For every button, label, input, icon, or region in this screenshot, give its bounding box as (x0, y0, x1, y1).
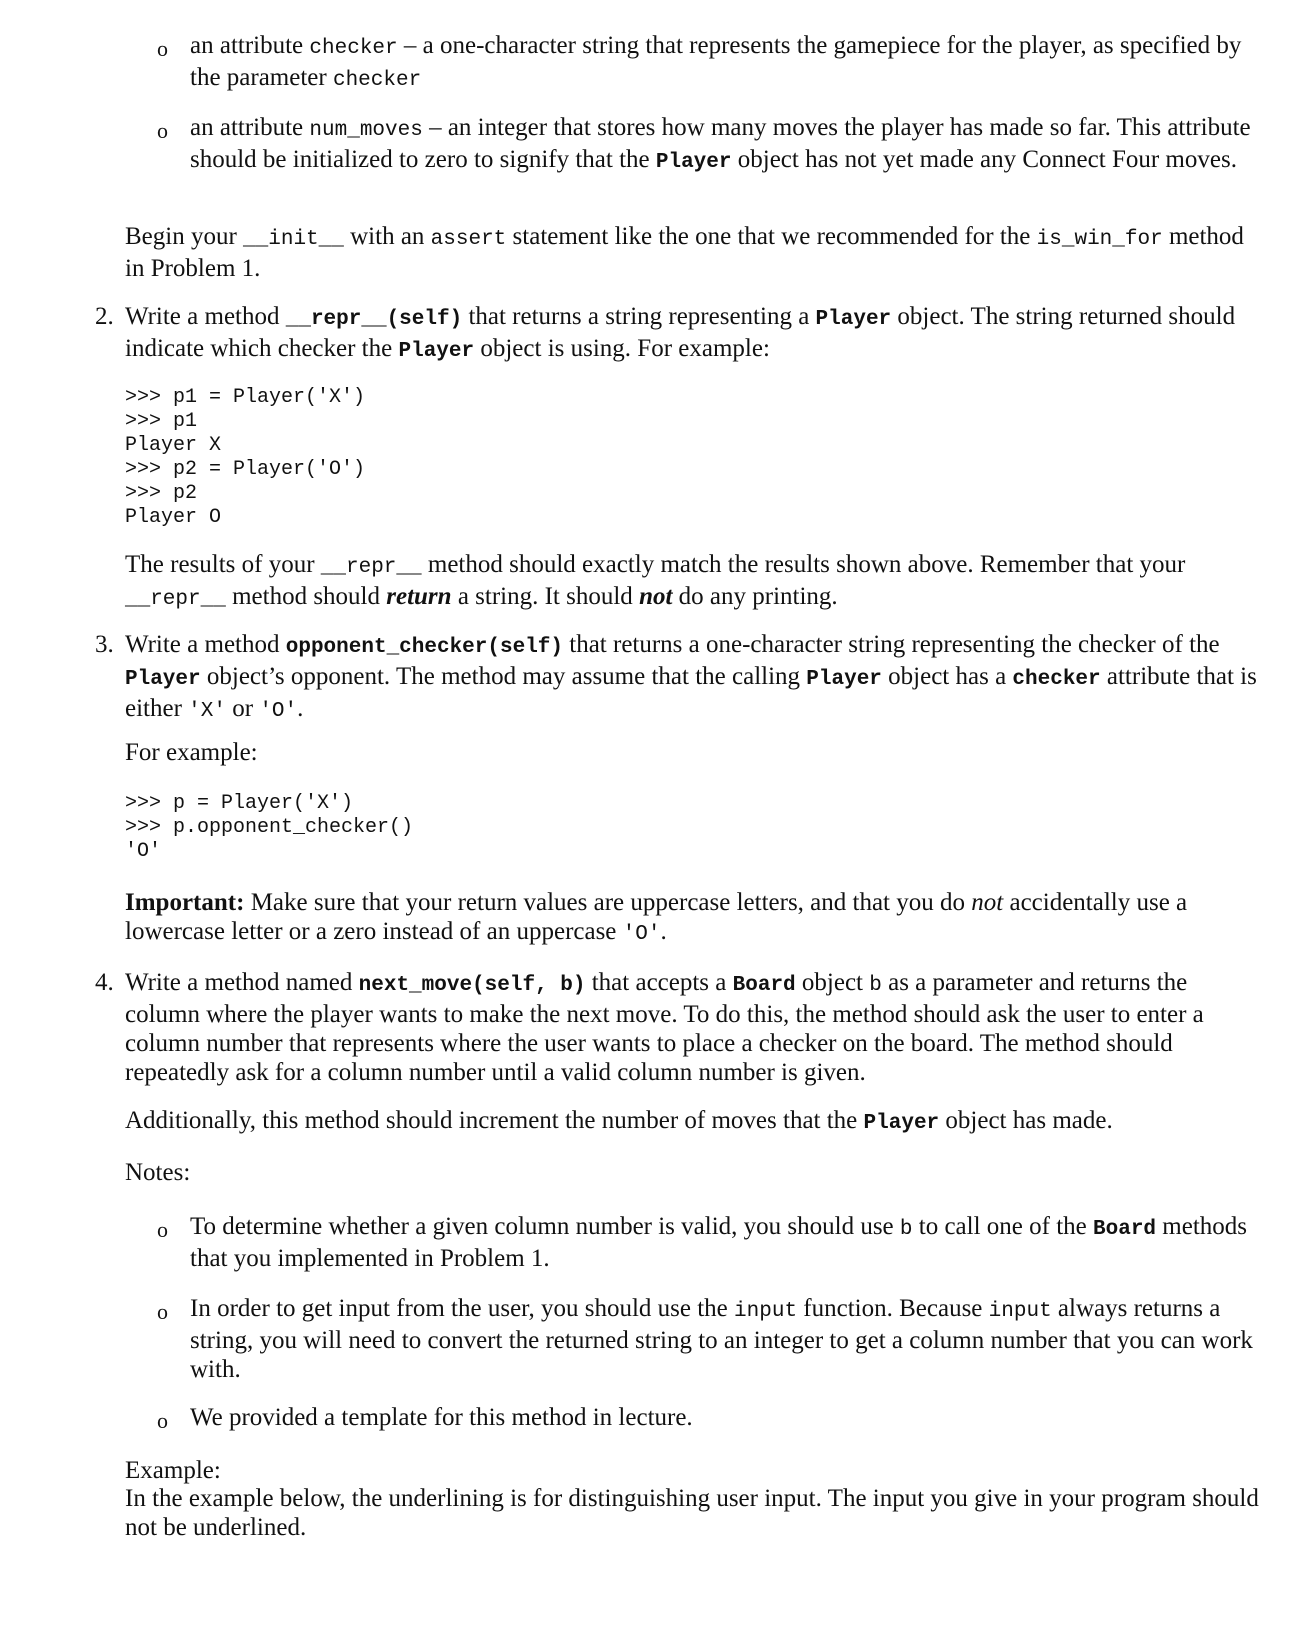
item-text: Write a method __repr__(self) that returns a string representing a Player object. The string returned should indicate which checker the Player object is using. For example: (125, 303, 1236, 363)
bullet-text: an attribute num_moves – an integer that stores how many moves the player has made so far. This attribute should be initialized to zero to signify that the Player object has not yet made any Connect Four moves. (190, 114, 1251, 174)
bullet-text: To determine whether a given column number is valid, you should use b to call one of the Board methods that you implemented in Problem 1. (190, 1213, 1247, 1272)
bullet-marker: o (157, 36, 168, 61)
example-description: In the example below, the underlining is for distinguishing user input. The input you give in your program should not be underlined. (125, 1485, 1259, 1541)
bullet-marker: o (157, 1217, 168, 1242)
repr-results-paragraph: The results of your __repr__ method should exactly match the results shown above. Remember that your __repr__ method should return a string. It should not do any printing. (125, 551, 1186, 611)
item-text: Write a method named next_move(self, b) that accepts a Board object b as a parameter and returns the column where the player wants to make the next move. To do this, the method should ask the user to enter a column number that represents where the user wants to place a checker on the board. The method should repeatedly ask for a column number until a valid column number is given. (125, 969, 1204, 1086)
increment-paragraph: Additionally, this method should increment the number of moves that the Player object has made. (125, 1107, 1113, 1135)
item-number: 3. (95, 631, 114, 658)
bullet-marker: o (157, 1408, 168, 1433)
repr-code-example: >>> p1 = Player('X') >>> p1 Player X >>> p2 = Player('O') >>> p2 Player O (125, 386, 366, 529)
notes-label: Notes: (125, 1159, 191, 1186)
important-note: Important: Make sure that your return values are uppercase letters, and that you do not accidentally use a lowercase letter or a zero instead of an uppercase 'O'. (125, 889, 1188, 946)
example-label: Example: (125, 1457, 221, 1484)
bullet-text: We provided a template for this method in lecture. (190, 1404, 693, 1431)
item-number: 4. (95, 969, 114, 996)
bullet-text: In order to get input from the user, you should use the input function. Because input always returns a string, you will need to convert the returned string to an integer to get a column number that you can work with. (190, 1295, 1253, 1383)
opponent-code-example: >>> p = Player('X') >>> p.opponent_checker() 'O' (125, 792, 414, 863)
item-number: 2. (95, 303, 114, 330)
item-text: Write a method opponent_checker(self) that returns a one-character string representing the checker of the Player object’s opponent. The method may assume that the calling Player object has a checker attribute that is either 'X' or 'O'. (125, 631, 1257, 723)
init-paragraph: Begin your __init__ with an assert statement like the one that we recommended for the is_win_for method in Problem 1. (125, 223, 1244, 282)
bullet-text: an attribute checker – a one-character string that represents the gamepiece for the player, as specified by the parameter checker (190, 32, 1242, 92)
bullet-marker: o (157, 118, 168, 143)
for-example-label: For example: (125, 739, 258, 766)
bullet-marker: o (157, 1299, 168, 1324)
